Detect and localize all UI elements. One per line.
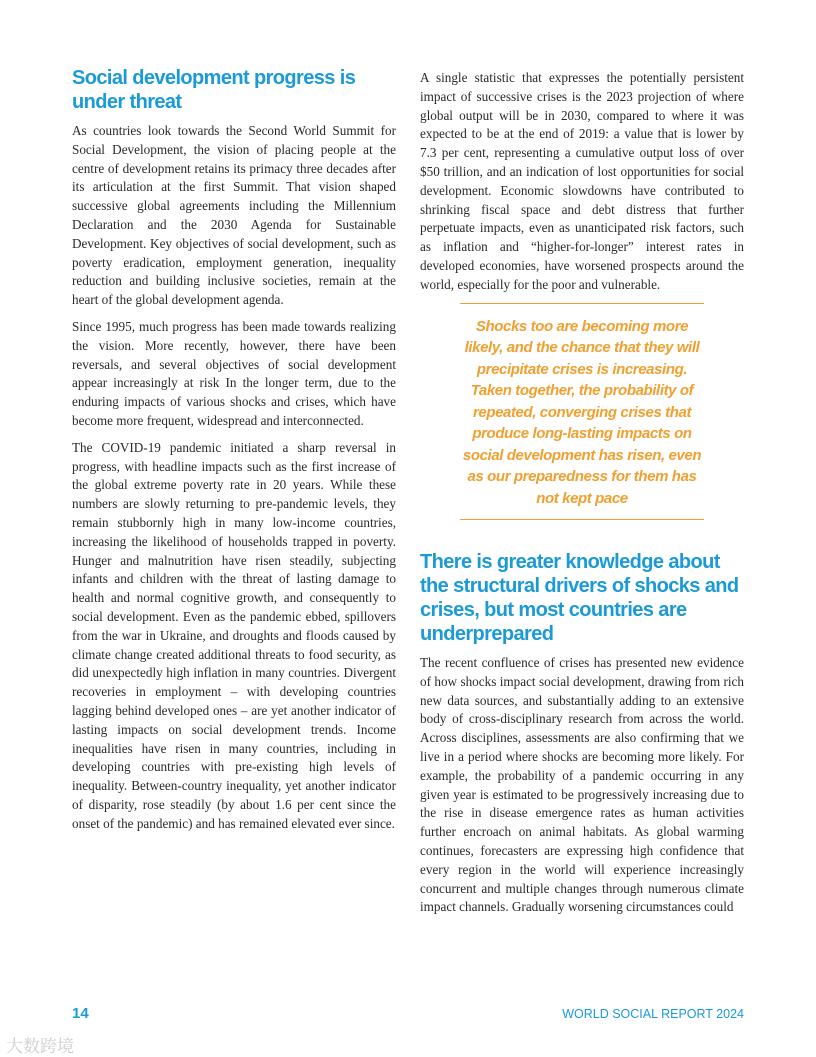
page-number: 14 xyxy=(72,1005,89,1022)
pull-quote xyxy=(460,303,704,521)
body-paragraph: The COVID-19 pandemic initiated a sharp reversal in progress, with headline impacts such as the first increase of the global extreme poverty rate in 20 years. While these numbers are slowly returning to pre-pandemic levels, they remain stubbornly high in many low-income countries, increasing the likelihood of households trapped in poverty. Hunger and malnutrition have risen steadily, subjecting infants and children with the threat of lasting damage to health and normal cognitive growth, and consequently to social development. Even as the pandemic ebbed, spillovers from the war in Ukraine, and droughts and floods caused by climate change created additional threats to food security, as did unexpectedly high inflation in many countries. Divergent recoveries in employment – with developing countries lagging behind developed ones – are yet another indicator of lasting impacts on social development trends. Income inequalities have risen in many countries, including in developing countries with pre-existing high levels of inequality. Between-country inequality, yet another indicator of disparity, rose steadily (by about 1.6 per cent since the onset of the pandemic) and has remained elevated ever since. xyxy=(72,439,396,831)
left-column xyxy=(72,66,396,841)
pull-quote-text: Shocks too are becoming more likely, and the chance that they will precipitate crises is increasing. Taken together, the probability of repeated, converging crises that produce long-lasting impacts on social development has risen, even as our preparedness for them has not kept pace xyxy=(462,317,702,507)
body-paragraph: A single statistic that expresses the potentially persistent impact of successive crises is the 2023 projection of where global output will be in 2030, compared to where it was expected to be at the end of 2019: a value that is lower by 7.3 per cent, representing a cumulative output loss of over $50 trillion, and an indication of lost opportunities for social development. Economic slowdowns have contributed to shrinking fiscal space and debt distress that further perpetuate impacts, even as unanticipated risk factors, such as inflation and “higher-for-longer” interest rates in developed economies, have worsened prospects around the world, especially for the poor and vulnerable. xyxy=(420,70,744,292)
section-heading: Social development progress is under threat xyxy=(72,67,356,113)
watermark-logo: 大数跨境 xyxy=(6,1037,74,1057)
report-title: WORLD SOCIAL REPORT 2024 xyxy=(562,1007,744,1021)
body-paragraph: The recent confluence of crises has presented new evidence of how shocks impact social development, drawing from rich new data sources, and substantially adding to an extensive body of cross-disciplinary research from across the world. Across disciplines, assessments are also confirming that we live in a period where shocks are becoming more likely. For example, the probability of a pandemic occurring in any given year is estimated to be progressively increasing due to the rise in disease emergence rates as human activities further encroach on animal habitats. As global warming continues, forecasters are expressing high confidence that every region in the world will experience increasingly concurrent and multiple changes through numerous climate impact channels. Gradually worsening circumstances could xyxy=(420,655,744,915)
right-column xyxy=(420,69,744,925)
body-paragraph: Since 1995, much progress has been made towards realizing the vision. More recently, however, there have been reversals, and several objectives of social development appear increasingly at risk In the longer term, due to the enduring impacts of various shocks and crises, which have become more frequent, widespread and interconnected. xyxy=(72,318,396,428)
body-paragraph: As countries look towards the Second World Summit for Social Development, the vision of placing people at the centre of development retains its primacy three decades after its articulation at the first Summit. That vision shaped successive global agreements including the Millennium Declaration and the 2030 Agenda for Sustainable Development. Key objectives of social development, such as poverty eradication, employment generation, inequality reduction and building inclusive societies, remain at the heart of the global development agenda. xyxy=(72,123,396,308)
section-heading: There is greater knowledge about the structural drivers of shocks and crises, but most countries are underprepared xyxy=(420,551,739,646)
